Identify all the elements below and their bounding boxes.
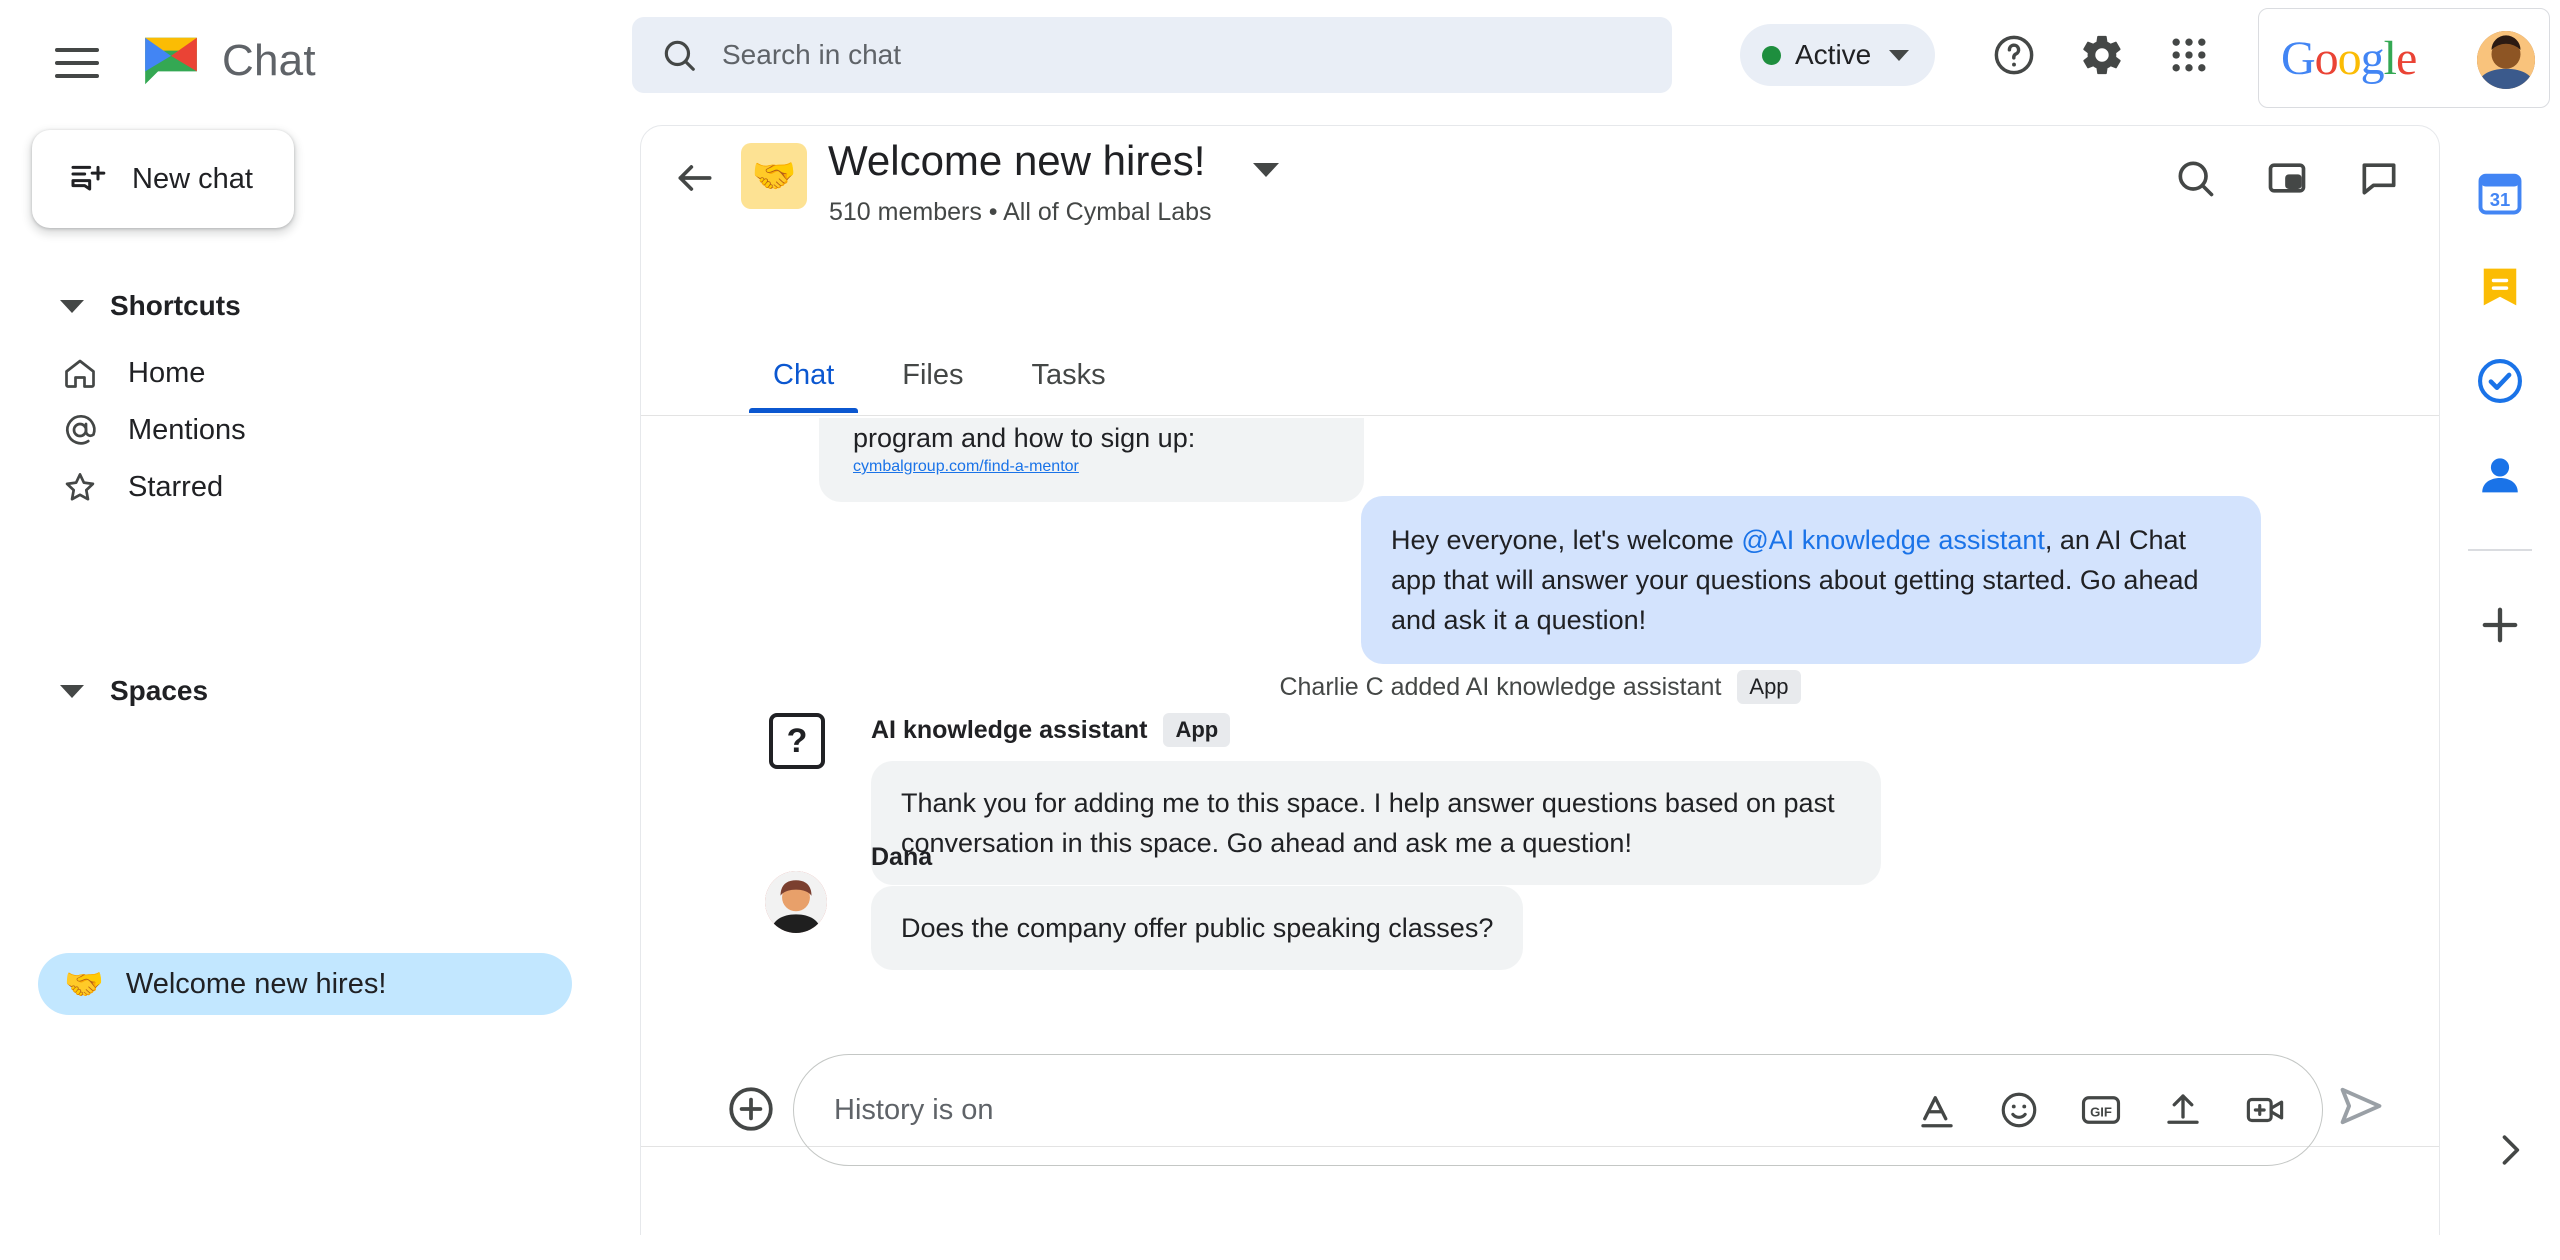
message-own-text-after: , an AI Chat app that will answer your questions about getting started. Go ahead and ask it a question! — [1391, 525, 2199, 635]
sidebar-item-starred-label: Starred — [128, 470, 224, 503]
product-name: Chat — [222, 36, 316, 85]
chevron-right-icon[interactable] — [2488, 1128, 2532, 1172]
sidebar-item-home-label: Home — [128, 356, 206, 389]
star-icon — [62, 469, 98, 505]
home-icon — [62, 355, 98, 391]
calendar-icon[interactable] — [2474, 167, 2526, 219]
new-chat-label: New chat — [132, 162, 253, 195]
spaces-section-header[interactable] — [60, 675, 208, 707]
conversation-tabs — [641, 356, 2439, 416]
back-arrow-icon[interactable] — [673, 156, 717, 200]
tasks-icon[interactable] — [2474, 355, 2526, 407]
search-input[interactable] — [720, 38, 1580, 72]
google-letter-g2: g — [2360, 31, 2384, 85]
keep-icon[interactable] — [2474, 261, 2526, 313]
message-own-text-before: Hey everyone, let's welcome — [1391, 525, 1742, 555]
google-letter-o2: o — [2337, 31, 2361, 85]
message-input[interactable] — [832, 1093, 1882, 1128]
help-circle-icon — [1991, 32, 2037, 78]
sidebar-item-mentions-label: Mentions — [128, 413, 246, 446]
conversation-menu-chevron-down-icon[interactable] — [1253, 163, 1279, 177]
message-sender-name: AI knowledge assistant — [871, 715, 1148, 744]
tab-tasks[interactable]: Tasks — [1031, 359, 1106, 391]
svg-text:GIF: GIF — [2090, 1104, 2112, 1120]
top-bar — [0, 0, 2560, 125]
spaces-title: Spaces — [110, 675, 209, 706]
app-badge: App — [1737, 670, 1800, 704]
google-apps-button[interactable] — [2160, 26, 2218, 84]
tab-files[interactable]: Files — [902, 359, 964, 391]
page-title: Welcome new hires! — [828, 137, 1206, 184]
google-letter-e: e — [2396, 31, 2417, 85]
space-label: Welcome new hires! — [125, 967, 387, 1000]
sidebar-item-mentions[interactable] — [40, 400, 580, 460]
avatar[interactable] — [2477, 31, 2535, 89]
shortcuts-section-header[interactable] — [60, 290, 241, 322]
at-sign-icon — [62, 412, 98, 448]
upload-icon[interactable] — [2162, 1089, 2204, 1131]
dana-avatar — [765, 871, 827, 933]
chat-bubble-icon[interactable] — [2357, 156, 2401, 200]
apps-grid-icon — [2167, 33, 2211, 77]
google-letter-o1: o — [2314, 31, 2338, 85]
conversation-emoji-icon: 🤝 — [741, 143, 807, 209]
rail-divider — [2468, 549, 2532, 551]
sidebar-item-starred[interactable] — [40, 457, 580, 517]
message-list — [641, 418, 2439, 1136]
chevron-down-icon — [60, 300, 84, 313]
add-attachment-button[interactable] — [726, 1084, 776, 1134]
message-partial — [819, 418, 1364, 502]
status-label: Active — [1795, 39, 1872, 70]
app-badge: App — [1163, 713, 1230, 747]
gear-icon — [2079, 32, 2125, 78]
composer-icons — [1916, 1089, 2286, 1131]
system-message — [641, 670, 2439, 704]
sidebar-item-home[interactable] — [40, 343, 580, 403]
avatar-illustration — [765, 871, 827, 933]
add-icon[interactable] — [2474, 599, 2526, 651]
new-chat-button[interactable] — [32, 130, 294, 228]
contacts-icon[interactable] — [2474, 449, 2526, 501]
tab-chat[interactable]: Chat — [739, 359, 868, 412]
side-apps-rail — [2440, 125, 2560, 1260]
format-text-icon[interactable] — [1916, 1089, 1958, 1131]
main-menu-icon[interactable] — [55, 40, 103, 86]
message-bubble — [871, 886, 1523, 970]
gif-icon[interactable] — [2080, 1089, 2122, 1131]
svg-text:31: 31 — [2489, 189, 2511, 210]
search-icon[interactable] — [2173, 156, 2217, 200]
settings-button[interactable] — [2073, 26, 2131, 84]
help-button[interactable] — [1985, 26, 2043, 84]
shortcuts-title: Shortcuts — [110, 290, 241, 321]
mention-ai-knowledge-assistant[interactable]: @AI knowledge assistant — [1741, 525, 2045, 555]
message-row-dana — [641, 843, 2439, 970]
sidebar-space-welcome-new-hires[interactable] — [38, 953, 572, 1015]
left-sidebar — [0, 125, 632, 1260]
search-bar[interactable] — [632, 17, 1672, 93]
message-own — [1361, 496, 2261, 664]
chat-logo-icon — [140, 30, 202, 92]
message-text: Thank you for adding me to this space. I help answer questions based on past conversation in this space. Go ahead and ask me a question! — [901, 788, 1835, 858]
question-mark-app-icon: ? — [769, 713, 825, 769]
avatar-illustration — [2477, 31, 2535, 89]
message-partial-link[interactable]: cymbalgroup.com/find-a-mentor — [853, 458, 1079, 475]
search-icon — [660, 36, 698, 74]
chevron-down-icon — [60, 685, 84, 698]
new-chat-icon — [68, 159, 108, 199]
video-meeting-icon[interactable] — [2244, 1089, 2286, 1131]
message-composer[interactable] — [793, 1054, 2323, 1166]
message-partial-text: program and how to sign up: — [853, 423, 1196, 453]
space-emoji-icon: 🤝 — [64, 966, 104, 1002]
google-letter-g1: G — [2281, 31, 2315, 85]
emoji-icon[interactable] — [1998, 1089, 2040, 1131]
status-dot — [1762, 46, 1781, 65]
chevron-down-icon — [1889, 50, 1909, 61]
conversation-subtitle: 510 members • All of Cymbal Labs — [829, 198, 1212, 226]
message-text: Does the company offer public speaking classes? — [901, 913, 1494, 943]
system-message-text: Charlie C added AI knowledge assistant — [1279, 672, 1722, 701]
send-button[interactable] — [2335, 1080, 2387, 1132]
message-sender-name: Dana — [871, 843, 933, 871]
google-letter-l: l — [2383, 31, 2397, 85]
picture-in-picture-icon[interactable] — [2265, 156, 2309, 200]
google-wordmark — [2281, 31, 2416, 86]
status-chip[interactable] — [1740, 24, 1935, 86]
google-account-box[interactable] — [2258, 8, 2550, 108]
